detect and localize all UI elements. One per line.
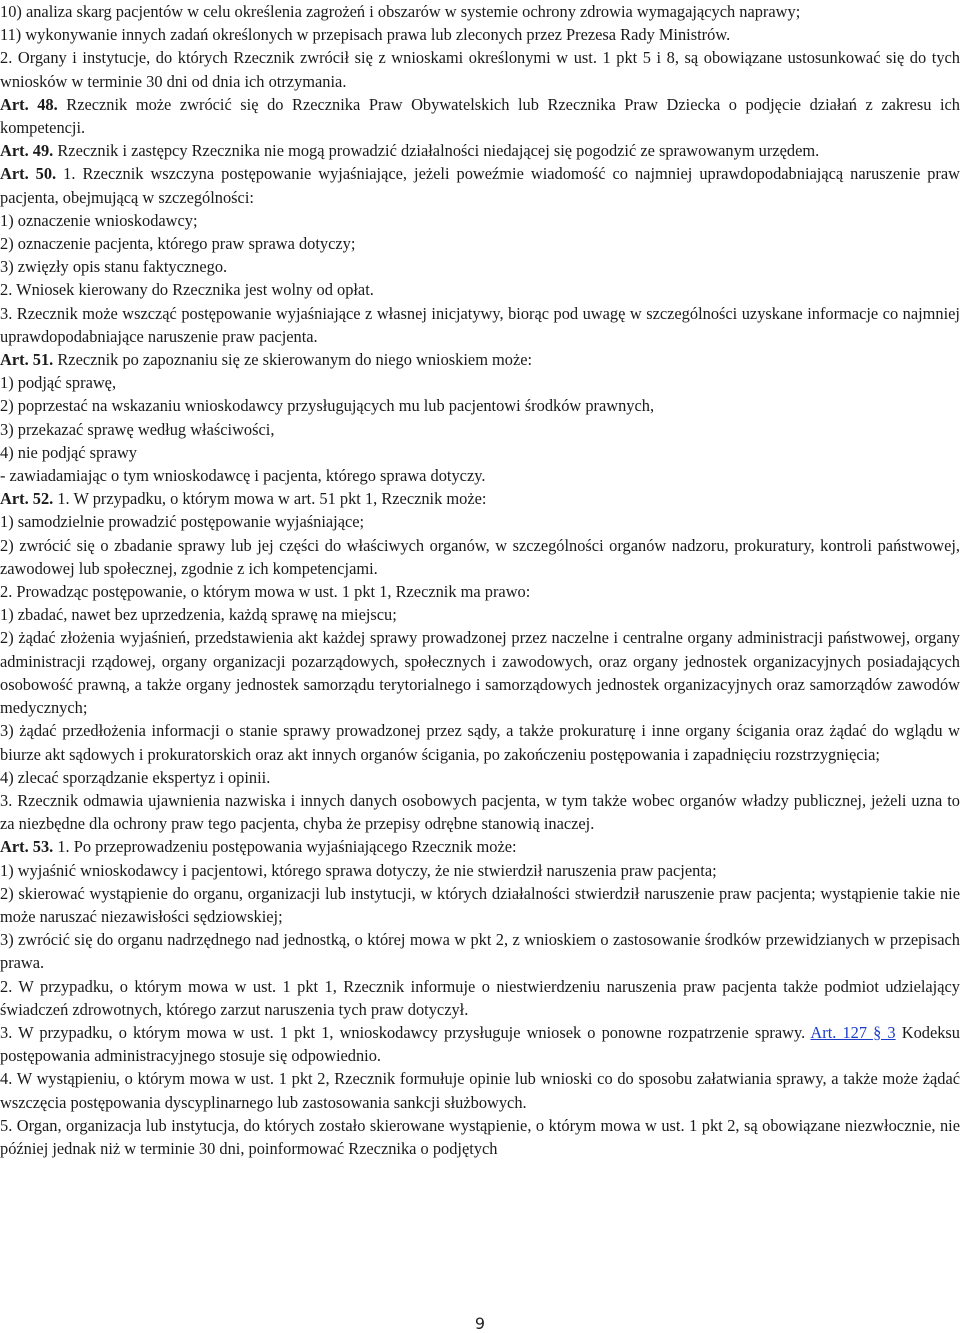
paragraph xyxy=(0,162,960,208)
paragraph xyxy=(0,0,960,23)
paragraph-text: 2) poprzestać na wskazaniu wnioskodawcy przysługujących mu lub pacjentowi środków prawnych, xyxy=(0,396,655,416)
paragraph xyxy=(0,580,960,603)
paragraph xyxy=(0,371,960,394)
paragraph-text: 1) samodzielnie prowadzić postępowanie wyjaśniające; xyxy=(0,512,365,532)
paragraph-text: 1. Rzecznik wszczyna postępowanie wyjaśniające, jeżeli poweźmie wiadomość co najmniej uprawdopodabniającą naruszenie praw pacjenta, obejmującą w szczególności: xyxy=(0,164,960,207)
paragraph xyxy=(0,626,960,719)
paragraph-text: 2. Organy i instytucje, do których Rzecznik zwrócił się z wnioskami określonymi w ust. 1 pkt 5 i 8, są obowiązane ustosunkować się do tych wniosków w terminie 30 dni od dnia ich otrzymania. xyxy=(0,48,960,91)
paragraph xyxy=(0,1067,960,1113)
paragraph-text: 1) zbadać, nawet bez uprzedzenia, każdą sprawę na miejscu; xyxy=(0,605,397,625)
paragraph xyxy=(0,859,960,882)
article-label: Art. 48. xyxy=(0,94,58,114)
paragraph xyxy=(0,394,960,417)
paragraph xyxy=(0,766,960,789)
paragraph-text: 1) oznaczenie wnioskodawcy; xyxy=(0,210,198,230)
paragraph-text: 3. Rzecznik może wszcząć postępowanie wyjaśniające z własnej inicjatywy, biorąc pod uwagę w szczególności uzyskane informacje co najmniej uprawdopodabniające naruszenie praw pacjenta. xyxy=(0,303,960,346)
paragraph-text: 10) analiza skarg pacjentów w celu określenia zagrożeń i obszarów w systemie ochrony zdrowia wymagających naprawy; xyxy=(0,2,801,21)
paragraph-text: 2) oznaczenie pacjenta, którego praw sprawa dotyczy; xyxy=(0,234,356,254)
paragraph-text: 1. W przypadku, o którym mowa w art. 51 pkt 1, Rzecznik może: xyxy=(53,489,487,509)
paragraph-text: 1) podjąć sprawę, xyxy=(0,373,117,393)
paragraph-text: 2. W przypadku, o którym mowa w ust. 1 pkt 1, Rzecznik informuje o niestwierdzeniu naruszenia praw pacjenta także podmiot udzielający świadczeń zdrowotnych, którego zarzut naruszenia tych praw dotyczył. xyxy=(0,976,960,1019)
paragraph xyxy=(0,510,960,533)
paragraph-text: 3) przekazać sprawę według właściwości, xyxy=(0,419,275,439)
paragraph-text: 2) żądać złożenia wyjaśnień, przedstawienia akt każdej sprawy prowadzonej przez naczelne i centralne organy administracji państwowej, organy administracji rządowej, organy organizacji pozarządowych, społecznych i zawodowych, oraz organy jednostek organizacyjnych posiadających osobowość prawną, a także organy jednostek samorządu terytorialnego i samorządowych jednostek organizacyjnych oraz samorządów zawodów medycznych; xyxy=(0,628,960,718)
paragraph xyxy=(0,464,960,487)
article-127-link[interactable]: Art. 127 § 3 xyxy=(810,1022,896,1042)
paragraph xyxy=(0,882,960,928)
paragraph-text: 3. W przypadku, o którym mowa w ust. 1 pkt 1, wnioskodawcy przysługuje wniosek o ponowne rozpatrzenie sprawy. xyxy=(0,1022,811,1042)
paragraph-text: 1. Po przeprowadzeniu postępowania wyjaśniającego Rzecznik może: xyxy=(53,837,517,857)
paragraph xyxy=(0,209,960,232)
paragraph-text: 4) zlecać sporządzanie ekspertyz i opinii. xyxy=(0,767,271,787)
paragraph-text: 2) zwrócić się o zbadanie sprawy lub jej części do właściwych organów, w szczególności organów nadzoru, prokuratury, kontroli państwowej, zawodowej lub społecznej, zgodnie z ich kompetencjami. xyxy=(0,535,960,578)
paragraph xyxy=(0,1021,960,1067)
paragraph-text: 4. W wystąpieniu, o którym mowa w ust. 1 pkt 2, Rzecznik formułuje opinie lub wnioski co do sposobu załatwiania sprawy, a także może żądać wszczęcia postępowania dyscyplinarnego lub zastosowania sankcji służbowych. xyxy=(0,1069,960,1112)
paragraph-text: 2. Wniosek kierowany do Rzecznika jest wolny od opłat. xyxy=(0,280,374,300)
paragraph-text: 3) zwrócić się do organu nadrzędnego nad jednostką, o której mowa w pkt 2, z wnioskiem o zastosowanie środków przewidzianych w przepisach prawa. xyxy=(0,930,960,973)
paragraph xyxy=(0,441,960,464)
paragraph xyxy=(0,789,960,835)
paragraph-text: Rzecznik może zwrócić się do Rzecznika Praw Obywatelskich lub Rzecznika Praw Dziecka o podjęcie działań z zakresu ich kompetencji. xyxy=(0,94,960,138)
paragraph-text: - zawiadamiając o tym wnioskodawcę i pacjenta, którego sprawa dotyczy. xyxy=(0,466,486,486)
paragraph xyxy=(0,139,960,162)
paragraph xyxy=(0,928,960,974)
article-label: Art. 49. xyxy=(0,141,54,161)
paragraph xyxy=(0,719,960,765)
article-label: Art. 53. xyxy=(0,837,54,857)
paragraph xyxy=(0,255,960,278)
paragraph-text: 3. Rzecznik odmawia ujawnienia nazwiska i innych danych osobowych pacjenta, w tym także wobec organów władzy publicznej, jeżeli uzna to za niezbędne dla ochrony praw tego pacjenta, chyba że przepisy odrębne stanowią inaczej. xyxy=(0,790,960,834)
paragraph-text: 3) zwięzły opis stanu faktycznego. xyxy=(0,257,228,277)
paragraph xyxy=(0,1114,960,1160)
page-number: 9 xyxy=(474,1314,486,1333)
paragraph xyxy=(0,975,960,1021)
paragraph-text: Rzecznik i zastępcy Rzecznika nie mogą prowadzić działalności niedającej się pogodzić ze sprawowanym urzędem. xyxy=(53,141,820,161)
paragraph xyxy=(0,46,960,92)
paragraph xyxy=(0,302,960,348)
article-label: Art. 50. xyxy=(0,164,57,184)
paragraph-text: 5. Organ, organizacja lub instytucja, do których zostało skierowane wystąpienie, o którym mowa w ust. 1 pkt 2, są obowiązane niezwłocznie, nie później jednak niż w terminie 30 dni, poinformować Rzecznika o podjętych xyxy=(0,1115,960,1158)
paragraph xyxy=(0,232,960,255)
paragraph xyxy=(0,348,960,371)
paragraph-text: 4) nie podjąć sprawy xyxy=(0,442,137,462)
paragraph-text: Rzecznik po zapoznaniu się ze skierowanym do niego wnioskiem może: xyxy=(53,350,533,370)
paragraph xyxy=(0,487,960,510)
article-label: Art. 52. xyxy=(0,489,54,509)
paragraph-text: 1) wyjaśnić wnioskodawcy i pacjentowi, którego sprawa dotyczy, że nie stwierdził naruszenia praw pacjenta; xyxy=(0,860,717,880)
paragraph-text: Kodeksu postępowania administracyjnego stosuje się odpowiednio. xyxy=(0,1022,960,1066)
paragraph xyxy=(0,534,960,580)
paragraph xyxy=(0,835,960,858)
paragraph-text: 2. Prowadząc postępowanie, o którym mowa w ust. 1 pkt 1, Rzecznik ma prawo: xyxy=(0,582,531,602)
paragraph xyxy=(0,418,960,441)
paragraph-text: 2) skierować wystąpienie do organu, organizacji lub instytucji, w których działalności stwierdził naruszenie praw pacjenta; wystąpienie takie nie może naruszać niezawisłości sędziowskiej; xyxy=(0,883,960,926)
paragraph-text: 11) wykonywanie innych zadań określonych w przepisach prawa lub zleconych przez Prezesa Rady Ministrów. xyxy=(0,25,731,45)
article-label: Art. 51. xyxy=(0,350,54,370)
paragraph xyxy=(0,603,960,626)
paragraph xyxy=(0,93,960,139)
paragraph-text: 3) żądać przedłożenia informacji o stanie sprawy prowadzonej przez sądy, a także prokuraturę i inne organy ścigania oraz żądać do wglądu w biurze akt sądowych i prokuratorskich oraz akt innych organów ścigania, po zakończeniu postępowania i zapadnięciu rozstrzygnięcia; xyxy=(0,721,960,764)
paragraph xyxy=(0,278,960,301)
paragraph xyxy=(0,23,960,46)
